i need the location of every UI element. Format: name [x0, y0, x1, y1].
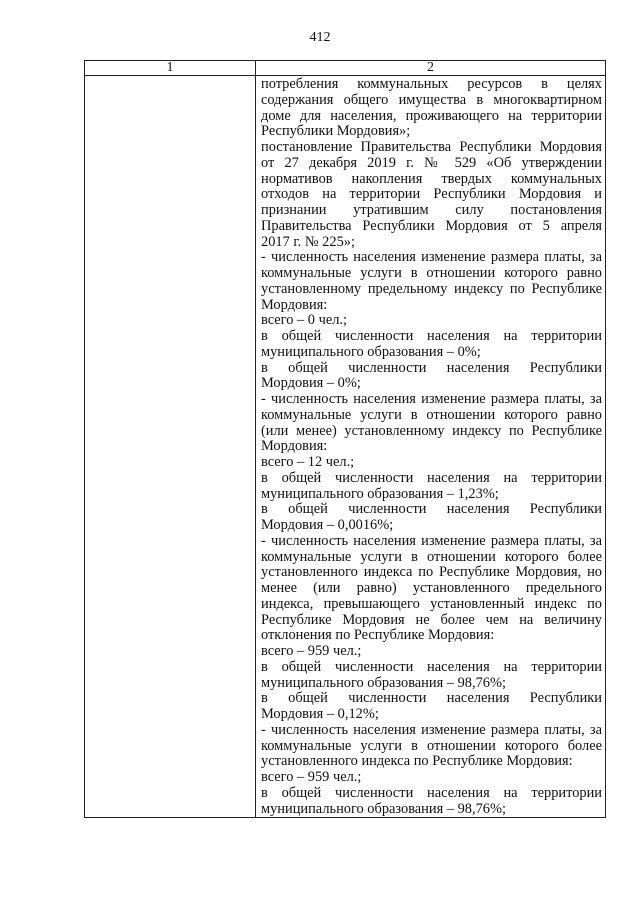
text-line: коммунальные услуги в отношении которого более — [261, 549, 602, 565]
text-line: коммунальные услуги в отношении которого равно — [261, 407, 602, 423]
column-header-1: 1 — [85, 61, 256, 76]
text-line: от 27 декабря 2019 г. № 529 «Об утверждении — [261, 155, 602, 171]
text-line: отходов на территории Республики Мордовия и — [261, 187, 602, 203]
text-line: Мордовия – 0%; — [261, 376, 361, 392]
text-line: в общей численности населения на территории — [261, 785, 602, 801]
text-line: всего – 12 чел.; — [261, 455, 355, 470]
text-line: Республике Мордовия не более чем на величину — [261, 612, 602, 628]
text-line: доме для населения, проживающего на территории — [261, 108, 602, 124]
text-line: - численность населения изменение размера платы, за — [261, 533, 602, 549]
table-header-row — [85, 61, 606, 76]
text-line: Правительства Республики Мордовия от 5 апреля — [261, 218, 602, 234]
text-line: коммунальные услуги в отношении которого более — [261, 738, 602, 754]
text-line: содержания общего имущества в многоквартирном — [261, 92, 602, 108]
text-line: - численность населения изменение размера платы, за — [261, 250, 602, 266]
text-line: нормативов накопления твердых коммунальных — [261, 171, 602, 187]
text-line: 2017 г. № 225»; — [261, 234, 355, 250]
document-table — [84, 60, 606, 818]
text-line: всего – 959 чел.; — [261, 644, 362, 659]
text-line: признании утратившим силу постановления — [261, 203, 602, 218]
text-line: муниципального образования – 1,23%; — [261, 486, 499, 502]
text-line: Республики Мордовия»; — [261, 124, 411, 140]
text-line: всего – 0 чел.; — [261, 313, 347, 329]
text-line: Мордовия – 0,0016%; — [261, 518, 394, 533]
text-line: потребления коммунальных ресурсов в целях — [261, 77, 602, 92]
text-line: отклонения по Республике Мордовия: — [261, 628, 495, 644]
text-line: в общей численности населения Республики — [261, 691, 602, 707]
column-2-cell — [256, 76, 606, 818]
text-line: муниципального образования – 98,76%; — [261, 801, 506, 817]
text-line: Мордовия – 0,12%; — [261, 707, 379, 722]
text-line: установленному предельному индексу по Республике — [261, 281, 602, 297]
text-line: (или менее) установленному индексу по Республике — [261, 423, 602, 439]
text-line: установленного индекса по Республике Мордовия, но — [261, 565, 602, 581]
text-line: муниципального образования – 98,76%; — [261, 675, 506, 691]
text-line: всего – 959 чел.; — [261, 770, 362, 785]
page-number: 412 — [309, 30, 331, 45]
text-line: Мордовия: — [261, 439, 328, 455]
text-line: в общей численности населения Республики — [261, 502, 602, 518]
text-line: менее (или равно) установленного предельного — [261, 581, 602, 596]
text-line: муниципального образования – 0%; — [261, 344, 481, 360]
table-row — [85, 76, 606, 818]
text-line: в общей численности населения на территории — [261, 659, 602, 675]
text-line: индекса, превышающего установленный индекс по — [261, 596, 602, 612]
text-line: установленного индекса по Республике Мордовия: — [261, 754, 573, 770]
column-1-cell — [85, 76, 256, 818]
text-line: в общей численности населения Республики — [261, 360, 602, 376]
text-line: Мордовия: — [261, 297, 328, 313]
text-line: в общей численности населения на территории — [261, 329, 602, 344]
text-line: в общей численности населения на территории — [261, 470, 602, 486]
column-header-2: 2 — [256, 61, 606, 76]
text-line: коммунальные услуги в отношении которого равно — [261, 266, 602, 281]
text-line: - численность населения изменение размера платы, за — [261, 392, 602, 407]
text-line: - численность населения изменение размера платы, за — [261, 722, 602, 738]
text-line: постановление Правительства Республики Мордовия — [261, 140, 602, 155]
